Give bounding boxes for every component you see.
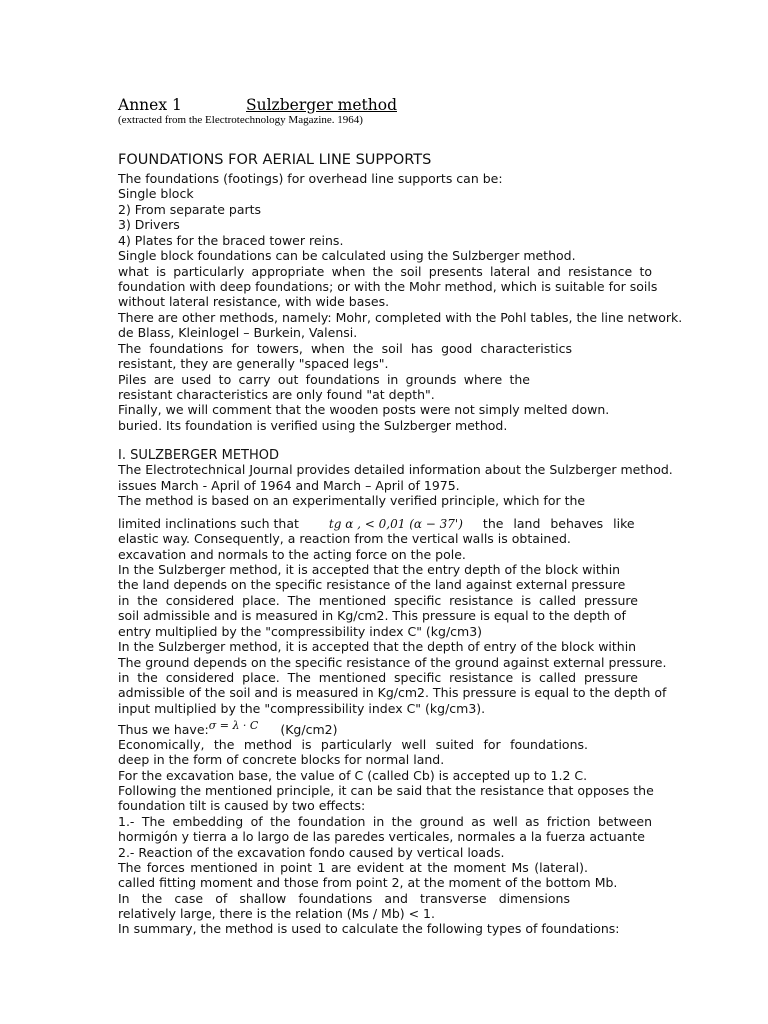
paragraph-line: Piles are used to carry out foundations in grounds where the	[118, 372, 530, 387]
paragraph-line: In the Sulzberger method, it is accepted that the depth of entry of the block within	[118, 639, 637, 654]
paragraph-line: Economically, the method is particularly well suited for foundations.	[118, 737, 588, 752]
paragraph-line: de Blass, Kleinlogel – Burkein, Valensi.	[118, 325, 358, 340]
paragraph-line: 2.- Reaction of the excavation fondo caused by vertical loads.	[118, 845, 505, 860]
paragraph-line: Single block foundations can be calculated using the Sulzberger method.	[118, 248, 576, 263]
inclination-line	[118, 516, 652, 532]
pressure-formula: σ = λ · C	[208, 719, 259, 732]
paragraph-line: The Electrotechnical Journal provides detailed information about the Sulzberger method.	[118, 462, 673, 477]
paragraph-line: The method is based on an experimentally verified principle, which for the	[118, 493, 586, 508]
annex-header	[118, 96, 397, 114]
paragraph-line: foundation tilt is caused by two effects:	[118, 798, 366, 813]
section-heading: FOUNDATIONS FOR AERIAL LINE SUPPORTS	[118, 152, 432, 168]
formula-text-before: Thus we have:	[118, 722, 209, 737]
paragraph-line: In the case of shallow foundations and transverse dimensions	[118, 891, 570, 906]
paragraph-line: Finally, we will comment that the wooden posts were not simply melted down.	[118, 402, 610, 417]
paragraph-line: The ground depends on the specific resistance of the ground against external pressure.	[118, 655, 667, 670]
formula-unit: (Kg/cm2)	[280, 722, 338, 737]
paragraph-line: excavation and normals to the acting force on the pole.	[118, 547, 466, 562]
paragraph-line: foundation with deep foundations; or with the Mohr method, which is suitable for soils	[118, 279, 658, 294]
paragraph-line: The foundations (footings) for overhead line supports can be:	[118, 171, 503, 186]
paragraph-line: relatively large, there is the relation (Ms / Mb) < 1.	[118, 906, 435, 921]
document-title: Sulzberger method	[246, 96, 397, 114]
paragraph-line: buried. Its foundation is verified using the Sulzberger method.	[118, 418, 508, 433]
paragraph-line: hormigón y tierra a lo largo de las paredes verticales, normales a la fuerza actuante	[118, 829, 645, 844]
paragraph-line: in the considered place. The mentioned specific resistance is called pressure	[118, 670, 638, 685]
paragraph-line: what is particularly appropriate when the soil presents lateral and resistance to	[118, 264, 652, 279]
paragraph-line: soil admissible and is measured in Kg/cm2. This pressure is equal to the depth of	[118, 608, 626, 623]
paragraph-line: called fitting moment and those from point 2, at the moment of the bottom Mb.	[118, 875, 618, 890]
paragraph-line: Following the mentioned principle, it can be said that the resistance that opposes the	[118, 783, 654, 798]
paragraph-line: Single block	[118, 186, 194, 201]
paragraph-line: There are other methods, namely: Mohr, completed with the Pohl tables, the line network.	[118, 310, 683, 325]
paragraph-line: input multiplied by the "compressibility index C" (kg/cm3).	[118, 701, 486, 716]
paragraph-line: In the Sulzberger method, it is accepted that the entry depth of the block within	[118, 562, 621, 577]
paragraph-line: The foundations for towers, when the soil has good characteristics	[118, 341, 572, 356]
paragraph-line: 1.- The embedding of the foundation in the ground as well as friction between	[118, 814, 652, 829]
paragraph-line: The forces mentioned in point 1 are evident at the moment Ms (lateral).	[118, 860, 588, 875]
paragraph-line: elastic way. Consequently, a reaction from the vertical walls is obtained.	[118, 531, 571, 546]
paragraph-line: 4) Plates for the braced tower reins.	[118, 233, 344, 248]
paragraph-line: 2) From separate parts	[118, 202, 262, 217]
paragraph-line: entry multiplied by the "compressibility index C" (kg/cm3)	[118, 624, 483, 639]
paragraph-line: For the excavation base, the value of C (called Cb) is accepted up to 1.2 C.	[118, 768, 588, 783]
paragraph-line: deep in the form of concrete blocks for normal land.	[118, 752, 445, 767]
inclination-text-before: limited inclinations such that	[118, 516, 299, 531]
document-subtitle: (extracted from the Electrotechnology Magazine. 1964)	[118, 114, 363, 126]
paragraph-line: 3) Drivers	[118, 217, 180, 232]
paragraph-line: admissible of the soil and is measured in Kg/cm2. This pressure is equal to the depth of	[118, 685, 667, 700]
formula-line	[118, 719, 338, 738]
paragraph-line: resistant, they are generally "spaced legs".	[118, 356, 389, 371]
paragraph-line: In summary, the method is used to calculate the following types of foundations:	[118, 921, 620, 936]
paragraph-line: in the considered place. The mentioned specific resistance is called pressure	[118, 593, 638, 608]
inclination-formula: tg α , < 0,01 (α − 37')	[328, 517, 463, 531]
paragraph-line: resistant characteristics are only found "at depth".	[118, 387, 435, 402]
paragraph-line: without lateral resistance, with wide bases.	[118, 294, 390, 309]
paragraph-line: the land depends on the specific resistance of the land against external pressure	[118, 577, 626, 592]
section-heading: I. SULZBERGER METHOD	[118, 448, 280, 463]
paragraph-line: issues March - April of 1964 and March – April of 1975.	[118, 478, 460, 493]
inclination-text-after: the land behaves like	[482, 516, 635, 531]
annex-label: Annex 1	[118, 96, 182, 114]
